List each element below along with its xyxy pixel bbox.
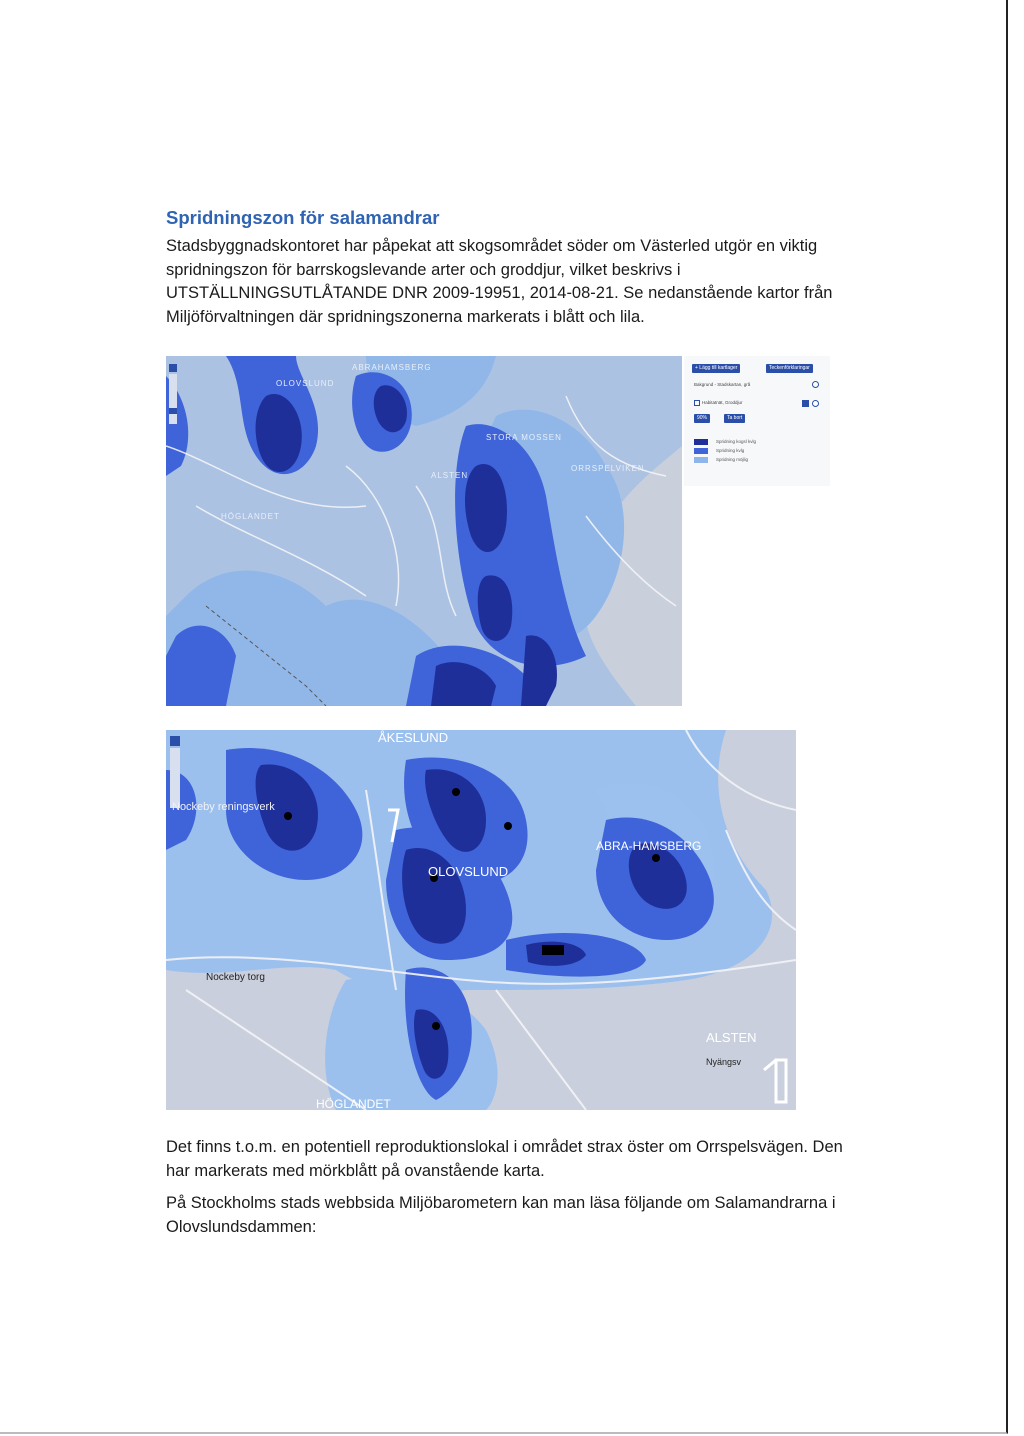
legend-swatch-mid [694, 448, 708, 454]
background-info-icon[interactable] [812, 381, 819, 388]
legend-label-light: Spridning möjlig [716, 457, 749, 462]
habitat-layer-label: Habitatnät, Groddjur [702, 400, 743, 405]
legend-label-mid: Spridning kvlg [716, 448, 745, 453]
spread-zone-map-1 [166, 356, 682, 706]
reproduction-paragraph: Det finns t.o.m. en potentiell reproduktionslokal i området strax öster om Orrspelsvägen. Den har markerats med mörkblått på ovanstående karta. [166, 1138, 843, 1180]
remove-layer-button[interactable]: Ta bort [724, 414, 745, 423]
map1-label-alsten: ALSTEN [431, 471, 469, 480]
map2-label-nockeby-torg: Nockeby torg [206, 972, 265, 983]
legend-button[interactable]: Teckenförklaringar [766, 364, 813, 373]
map2-label-hoglandet: HÖGLANDET [316, 1097, 391, 1110]
add-layer-button[interactable]: + Lägg till kartlager [692, 364, 740, 373]
map2-label-olovslund: OLOVSLUND [428, 864, 509, 879]
section-heading: Spridningszon för salamandrar [166, 207, 440, 228]
layer-edit-icon[interactable] [802, 400, 809, 407]
map1-label-hoglandet: HÖGLANDET [221, 512, 280, 521]
legend-swatch-light [694, 457, 708, 463]
legend-swatch-dark [694, 439, 708, 445]
map-layer-panel [684, 356, 830, 486]
map2-label-nockeby-reningsverk: Nockeby reningsverk [172, 801, 275, 813]
miljobarometern-paragraph: På Stockholms stads webbsida Miljöbarometern kan man läsa följande om Salamandrarna i Olovslundsdammen: [166, 1194, 836, 1236]
map2-label-nyangsv: Nyängsv [706, 1057, 742, 1067]
map2-label-akeslund: ÅKESLUND [378, 730, 449, 745]
opacity-select[interactable]: 90% [694, 414, 710, 423]
spread-zone-map-2 [166, 730, 796, 1110]
map2-label-alsten: ALSTEN [706, 1030, 757, 1045]
layer-checkbox[interactable] [694, 400, 700, 406]
legend-label-dark: Spridning kogsl kvlg [716, 439, 757, 444]
background-layer-label: Bakgrund - Stadskartan, grå [694, 382, 751, 387]
map1-label-olovslund: OLOVSLUND [276, 379, 335, 388]
map1-label-stora-mossen: STORA MOSSEN [486, 433, 562, 442]
map2-label-abrahamsberg: ABRA-HAMSBERG [596, 839, 702, 853]
map1-label-abrahamsberg: ABRAHAMSBERG [352, 363, 432, 372]
intro-paragraph: Stadsbyggnadskontoret har påpekat att skogsområdet söder om Västerled utgör en viktig spridningszon för barrskogslevande arter och groddjur, vilket beskrivs i UTSTÄLLNINGSUTLÅTANDE DNR 2009-19951, 2014-08-21. Se nedanstående kartor från Miljöförvaltningen där spridningszonerna markerats i blått och lila. [166, 237, 833, 326]
layer-info-icon[interactable] [812, 400, 819, 407]
map1-label-orrspelviken: ORRSPELVIKEN [571, 464, 645, 473]
